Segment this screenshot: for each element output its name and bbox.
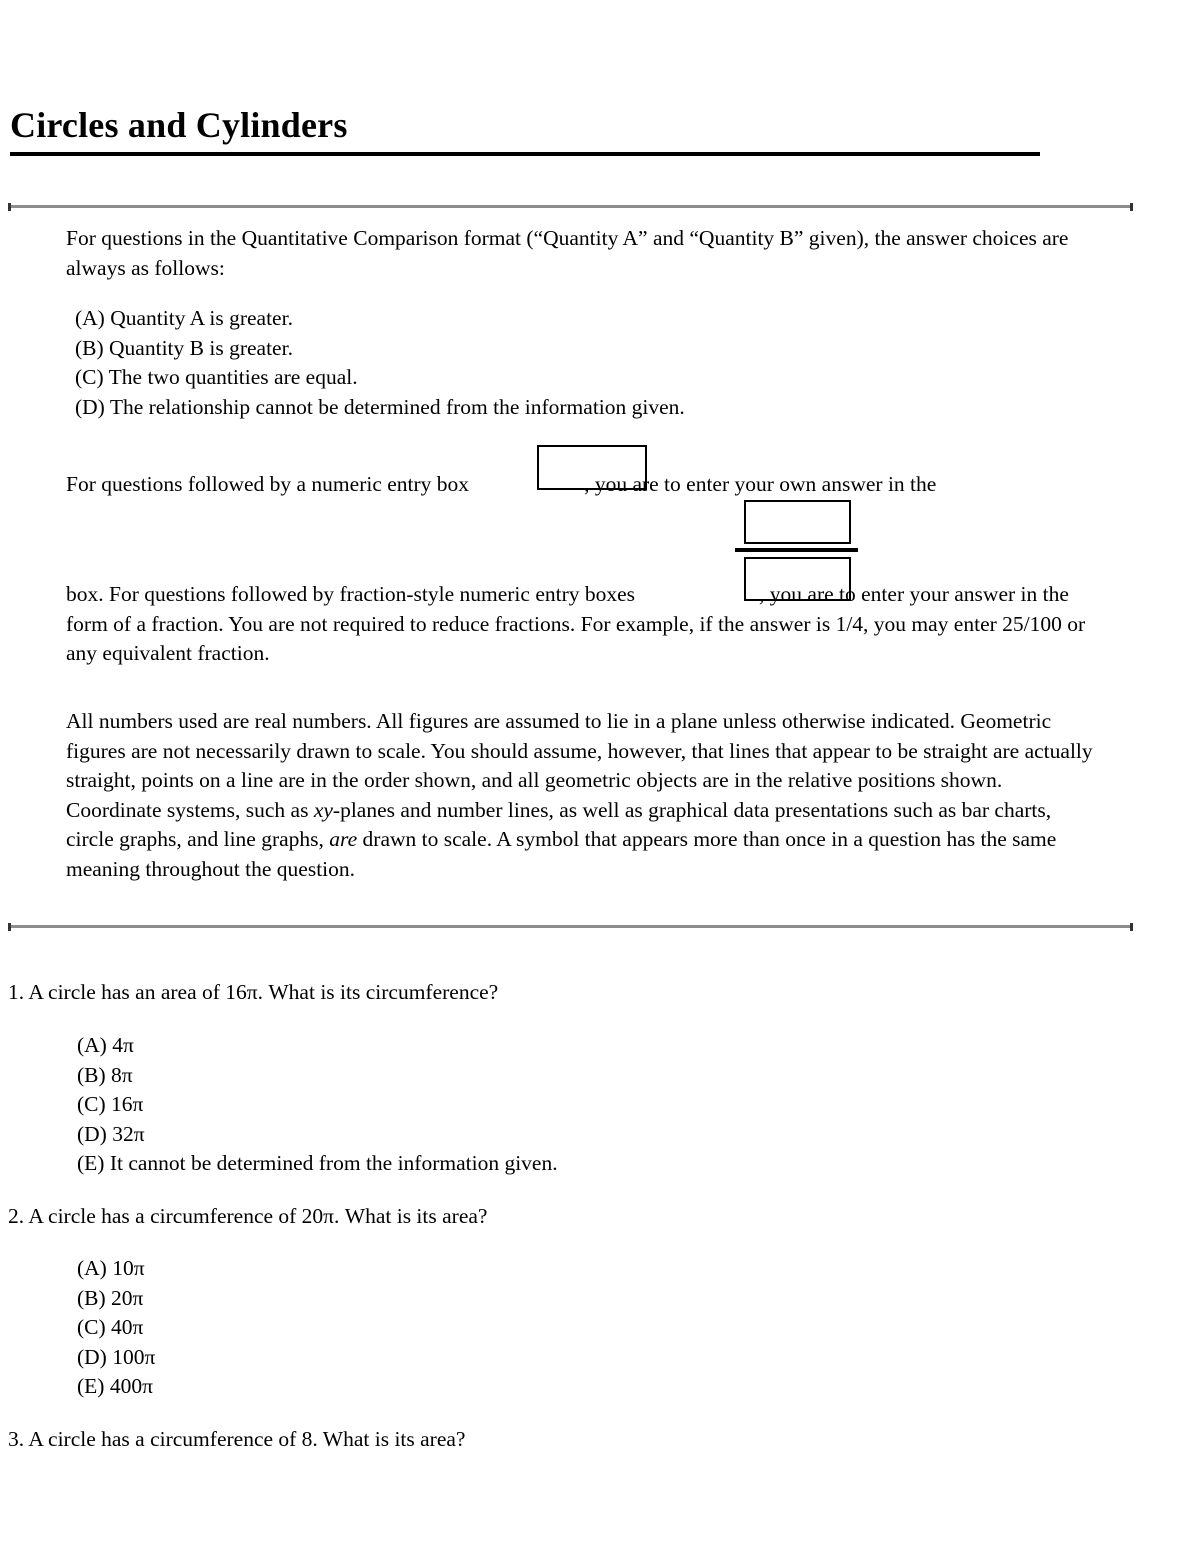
qc-choice-d: (D) The relationship cannot be determined from the information given. (75, 394, 685, 419)
question-1-choices (77, 1031, 558, 1179)
question-2-choice-b[interactable]: (B) 20π (77, 1285, 144, 1310)
question-1-choice-e[interactable]: (E) It cannot be determined from the information given. (77, 1151, 558, 1175)
qc-intro-text: For questions in the Quantitative Comparison format (“Quantity A” and “Quantity B” given), the answer choices are always as follows: (66, 226, 1069, 280)
fraction-bar (735, 548, 858, 552)
fraction-entry-text (66, 580, 1096, 669)
page-title: Circles and Cylinders (10, 105, 348, 145)
question-2-stem: 2. A circle has a circumference of 20π. What is its area? (8, 1204, 488, 1228)
question-1-choice-d[interactable]: (D) 32π (77, 1121, 145, 1146)
instructions-bottom-rule (8, 925, 1133, 928)
instructions-top-rule (8, 205, 1133, 208)
numeric-entry-text-before: For questions followed by a numeric entry box (66, 472, 470, 496)
qc-choice-b: (B) Quantity B is greater. (75, 335, 293, 360)
qc-choice-c: (C) The two quantities are equal. (75, 365, 358, 389)
real-numbers-text (66, 707, 1096, 884)
question-1-stem: 1. A circle has an area of 16π. What is its circumference? (8, 980, 499, 1004)
qc-choice-list (75, 304, 685, 422)
fraction-text-after: , you are to enter your answer in the form of a fraction. You are not required to reduce fractions. For example, if the answer is 1/4, you may enter 25/100 or any equivalent fraction. (66, 582, 1086, 665)
question-2-choice-c[interactable]: (C) 40π (77, 1315, 144, 1339)
qc-choice-a: (A) Quantity A is greater. (75, 306, 293, 330)
xy-variable: xy (313, 797, 333, 822)
fraction-numerator-box-example (744, 500, 851, 544)
question-2-choice-d[interactable]: (D) 100π (77, 1344, 156, 1369)
question-1-choice-c[interactable]: (C) 16π (77, 1092, 144, 1116)
numbers-text-part2: -planes and number lines, as well as graphical data presentations such as bar charts, circle graphs, and line graphs, (66, 797, 1052, 851)
question-1-choice-b[interactable]: (B) 8π (77, 1062, 133, 1087)
title-underline (10, 152, 1040, 156)
numbers-text-part1: All numbers used are real numbers. All figures are assumed to lie in a plane unless otherwise indicated. Geometric figures are not necessarily drawn to scale. You should assume, however, that lines that appear to be straight are actually straight, points on a line are in the order shown, and all geometric objects are in the relative positions shown. Coordinate systems, such as (66, 709, 1093, 822)
question-3-stem: 3. A circle has a circumference of 8. What is its area? (8, 1427, 466, 1451)
question-2-choices (77, 1254, 155, 1402)
numbers-text-part3: drawn to scale. A symbol that appears more than once in a question has the same meaning throughout the question. (66, 827, 1057, 881)
question-1-choice-a[interactable]: (A) 4π (77, 1033, 134, 1057)
numeric-entry-text-after: , you are to enter your own answer in the (584, 472, 937, 496)
question-2-choice-e[interactable]: (E) 400π (77, 1374, 153, 1398)
numeric-entry-box-example (537, 445, 647, 490)
fraction-text-before: box. For questions followed by fraction-style numeric entry boxes (66, 582, 636, 606)
are-emphasis: are (329, 827, 358, 851)
question-2-choice-a[interactable]: (A) 10π (77, 1256, 145, 1280)
